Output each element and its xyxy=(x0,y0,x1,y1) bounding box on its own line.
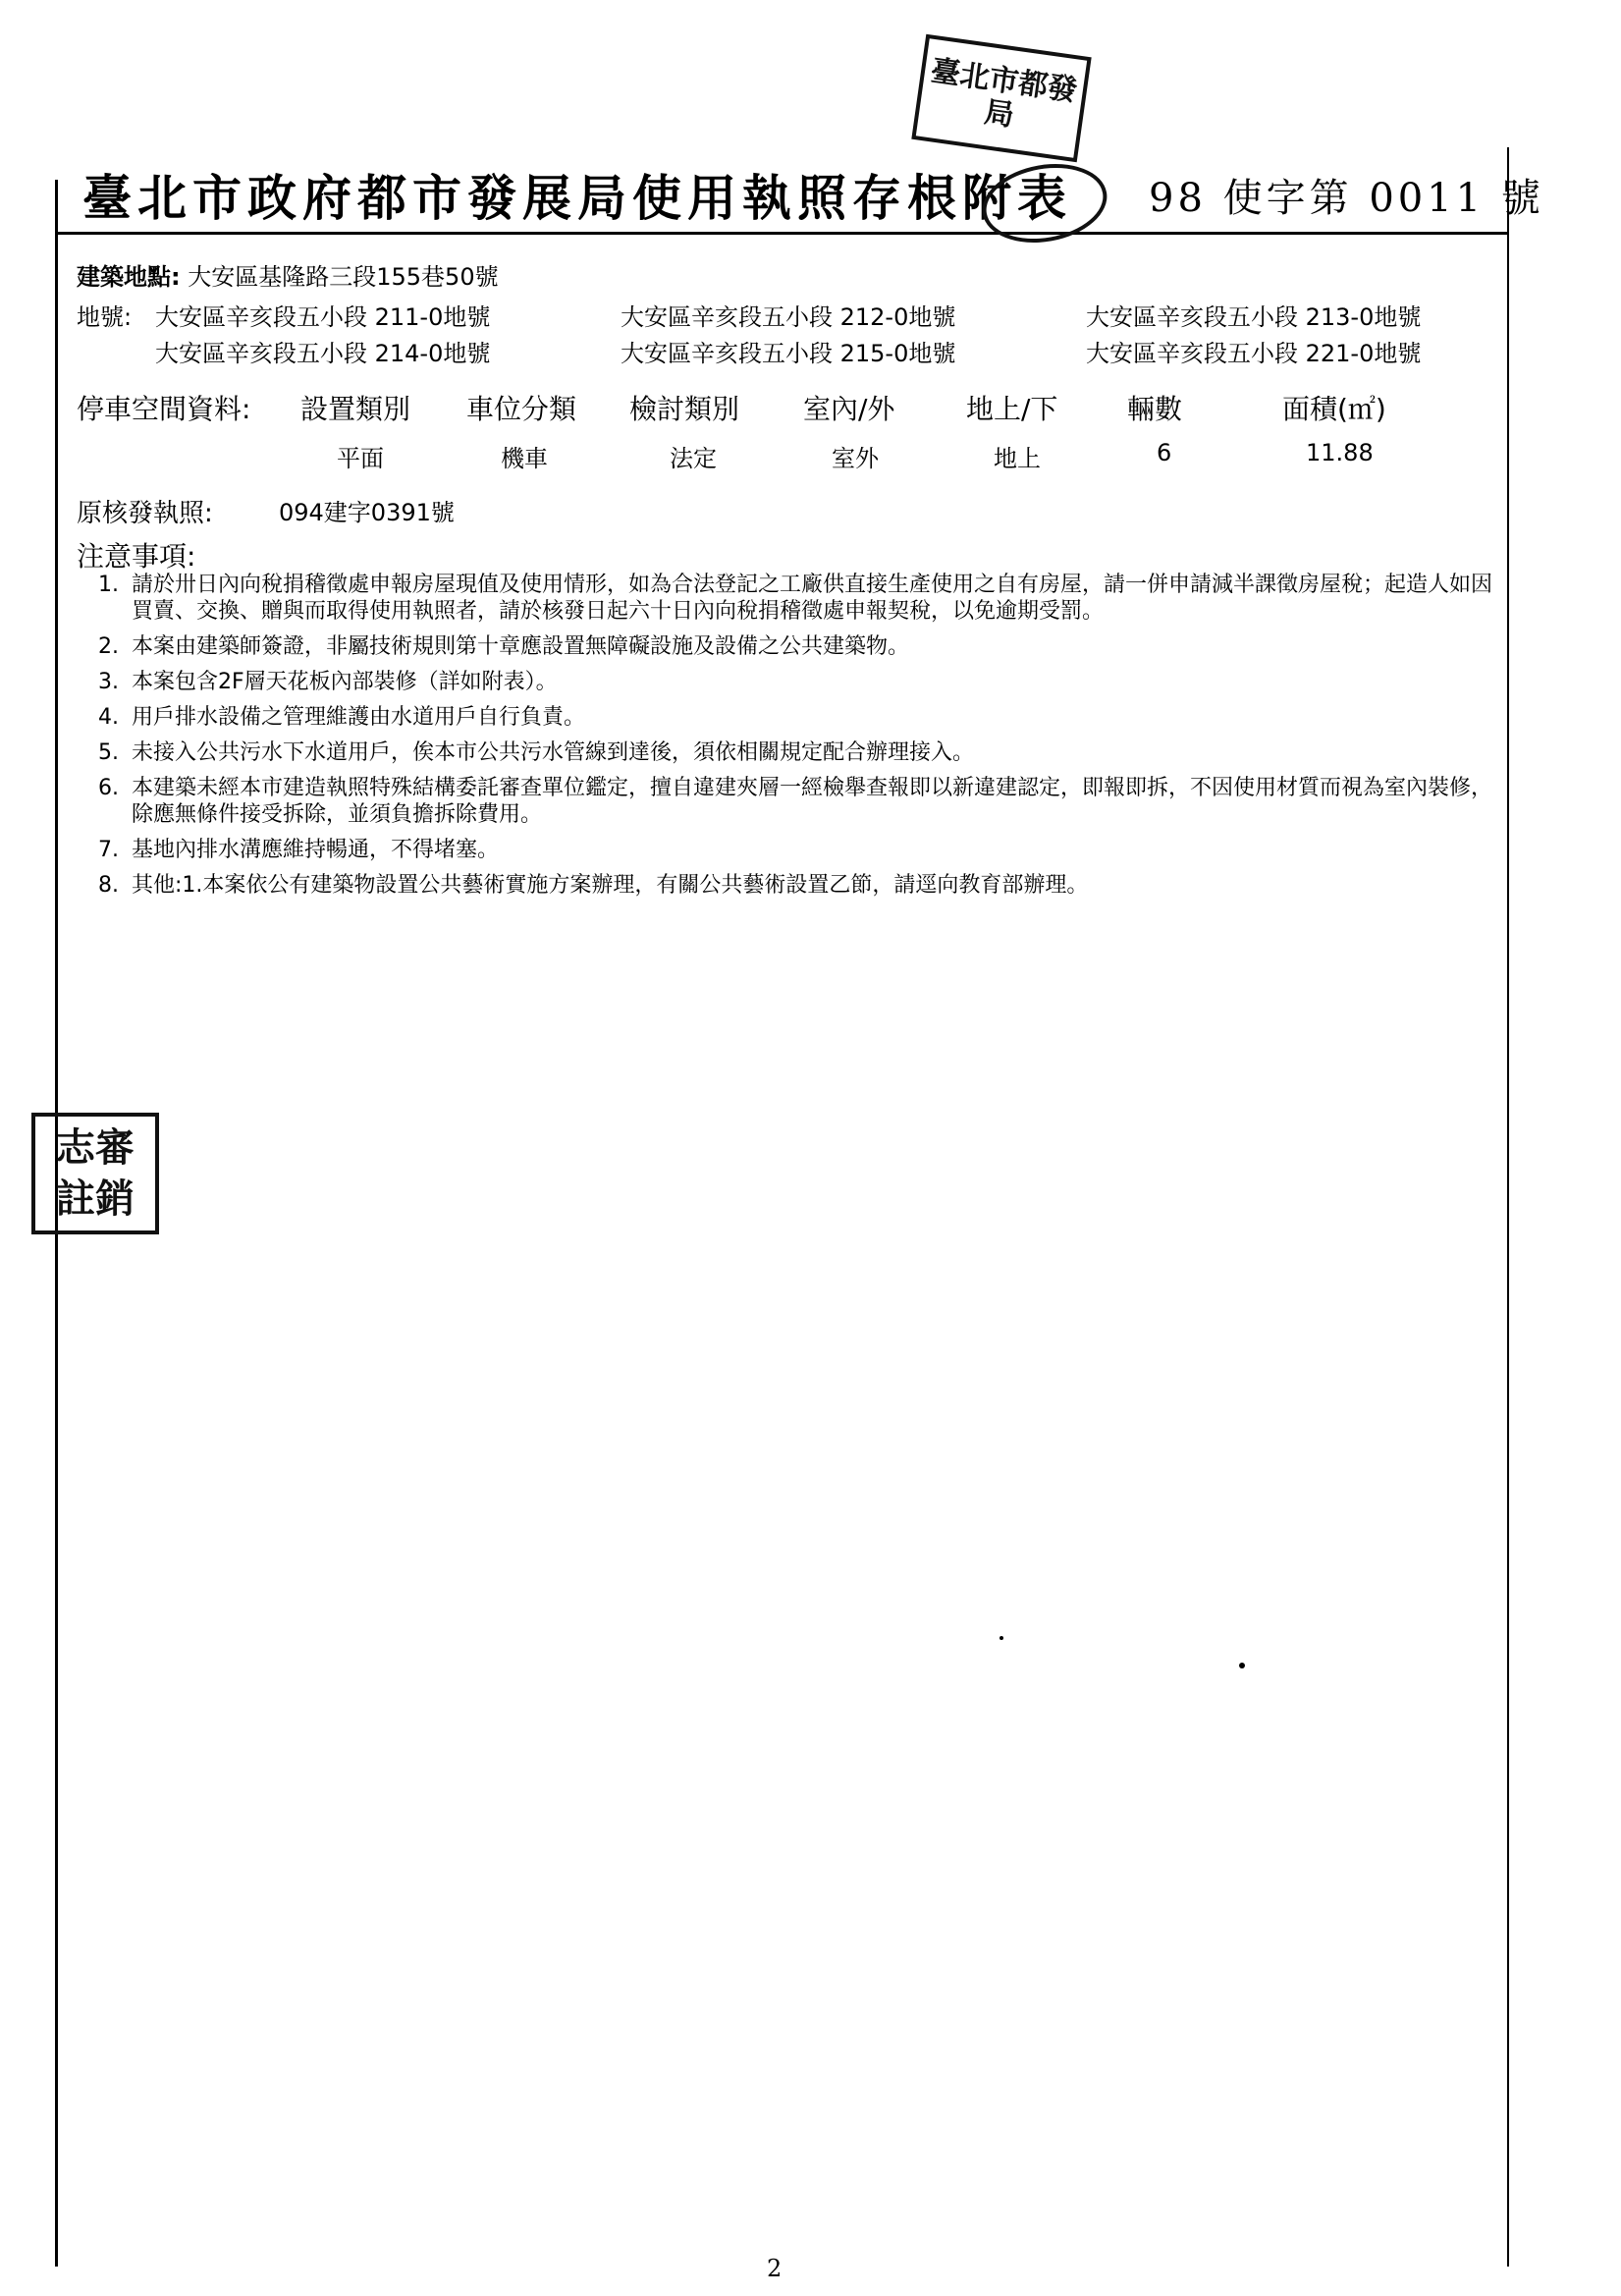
side-seal-text: 志審註銷 xyxy=(56,1125,135,1222)
lot-number: 大安區辛亥段五小段 221-0地號 xyxy=(1086,340,1422,367)
parking-header: 車位分類 xyxy=(466,393,577,425)
parking-header: 室內/外 xyxy=(803,393,895,425)
side-seal-stamp xyxy=(31,1113,159,1234)
parking-cell: 地上 xyxy=(994,445,1041,472)
note-item xyxy=(98,872,1502,899)
note-text: 未接入公共污水下水道用戶，俟本市公共污水管線到達後，須依相關規定配合辦理接入。 xyxy=(132,740,975,765)
parking-header: 檢討類別 xyxy=(629,393,740,425)
parking-cell: 平面 xyxy=(337,445,384,472)
parking-cell: 法定 xyxy=(670,445,717,472)
building-location xyxy=(77,257,499,292)
note-item xyxy=(98,669,1502,695)
location-label: 建築地點: xyxy=(77,263,181,291)
parking-header: 面積(㎡) xyxy=(1282,393,1386,425)
frame-right-border xyxy=(1507,147,1509,2267)
note-text: 本案由建築師簽證，非屬技術規則第十章應設置無障礙設施及設備之公共建築物。 xyxy=(132,634,910,659)
note-text: 其他:1.本案依公有建築物設置公共藝術實施方案辦理，有關公共藝術設置乙節，請逕向教育部辦理。 xyxy=(132,873,1089,898)
page-number: 2 xyxy=(767,2255,783,2282)
note-number: 6. xyxy=(98,776,119,800)
seal-text: 臺北市都發局 xyxy=(928,53,1080,134)
original-permit-label: 原核發執照: xyxy=(77,499,213,528)
official-seal-stamp xyxy=(911,34,1091,163)
note-text: 用戶排水設備之管理維護由水道用戶自行負責。 xyxy=(132,705,586,730)
note-number: 3. xyxy=(98,670,119,694)
parking-cell: 室外 xyxy=(832,445,879,472)
note-item xyxy=(98,739,1502,766)
notes-list xyxy=(98,572,1502,907)
note-text: 請於卅日內向稅捐稽徵處申報房屋現值及使用情形，如為合法登記之工廠供直接生產使用之自有房屋，請一併申請減半課徵房屋稅；起造人如因買賣、交換、贈與而取得使用執照者，請於核發日起六十日內向稅捐稽徵處申報契稅，以免逾期受罰。 xyxy=(132,573,1493,624)
note-item xyxy=(98,775,1502,828)
parking-header: 地上/下 xyxy=(966,393,1058,425)
header-rule xyxy=(55,232,1509,235)
note-text: 本建築未經本市建造執照特殊結構委託審查單位鑑定，擅自違建夾層一經檢舉查報即以新違建認定，即報即拆，不因使用材質而視為室內裝修，除應無條件接受拆除，並須負擔拆除費用。 xyxy=(132,776,1493,827)
note-number: 2. xyxy=(98,634,119,659)
permit-number: 98 使字第 0011 號 xyxy=(1149,176,1544,221)
parking-cell: 11.88 xyxy=(1306,439,1374,466)
location-address: 大安區基隆路三段155巷50號 xyxy=(188,263,499,291)
scan-speck xyxy=(1000,1636,1003,1640)
note-number: 8. xyxy=(98,873,119,898)
note-number: 1. xyxy=(98,573,119,597)
parking-label: 停車空間資料: xyxy=(77,393,251,425)
note-item xyxy=(98,837,1502,863)
original-permit-value: 094建字0391號 xyxy=(279,499,455,526)
lot-number: 大安區辛亥段五小段 214-0地號 xyxy=(155,340,491,367)
lot-number: 大安區辛亥段五小段 211-0地號 xyxy=(155,303,491,331)
note-number: 5. xyxy=(98,740,119,765)
note-item xyxy=(98,704,1502,731)
lot-number: 大安區辛亥段五小段 215-0地號 xyxy=(621,340,956,367)
note-number: 7. xyxy=(98,838,119,862)
parking-header: 輛數 xyxy=(1127,393,1183,425)
parking-header: 設置類別 xyxy=(300,393,411,425)
lot-label: 地號: xyxy=(77,303,133,331)
note-item xyxy=(98,572,1502,625)
note-number: 4. xyxy=(98,705,119,730)
notes-title: 注意事項: xyxy=(77,540,196,573)
parking-cell: 6 xyxy=(1157,439,1172,466)
note-item xyxy=(98,633,1502,660)
document-title: 臺北市政府都市發展局使用執照存根附表 xyxy=(82,169,1072,227)
note-text: 基地內排水溝應維持暢通，不得堵塞。 xyxy=(132,838,500,862)
scan-speck xyxy=(1239,1663,1245,1668)
note-text: 本案包含2F層天花板內部裝修（詳如附表）。 xyxy=(132,670,558,694)
parking-cell: 機車 xyxy=(501,445,548,472)
lot-number: 大安區辛亥段五小段 212-0地號 xyxy=(621,303,956,331)
lot-number: 大安區辛亥段五小段 213-0地號 xyxy=(1086,303,1422,331)
